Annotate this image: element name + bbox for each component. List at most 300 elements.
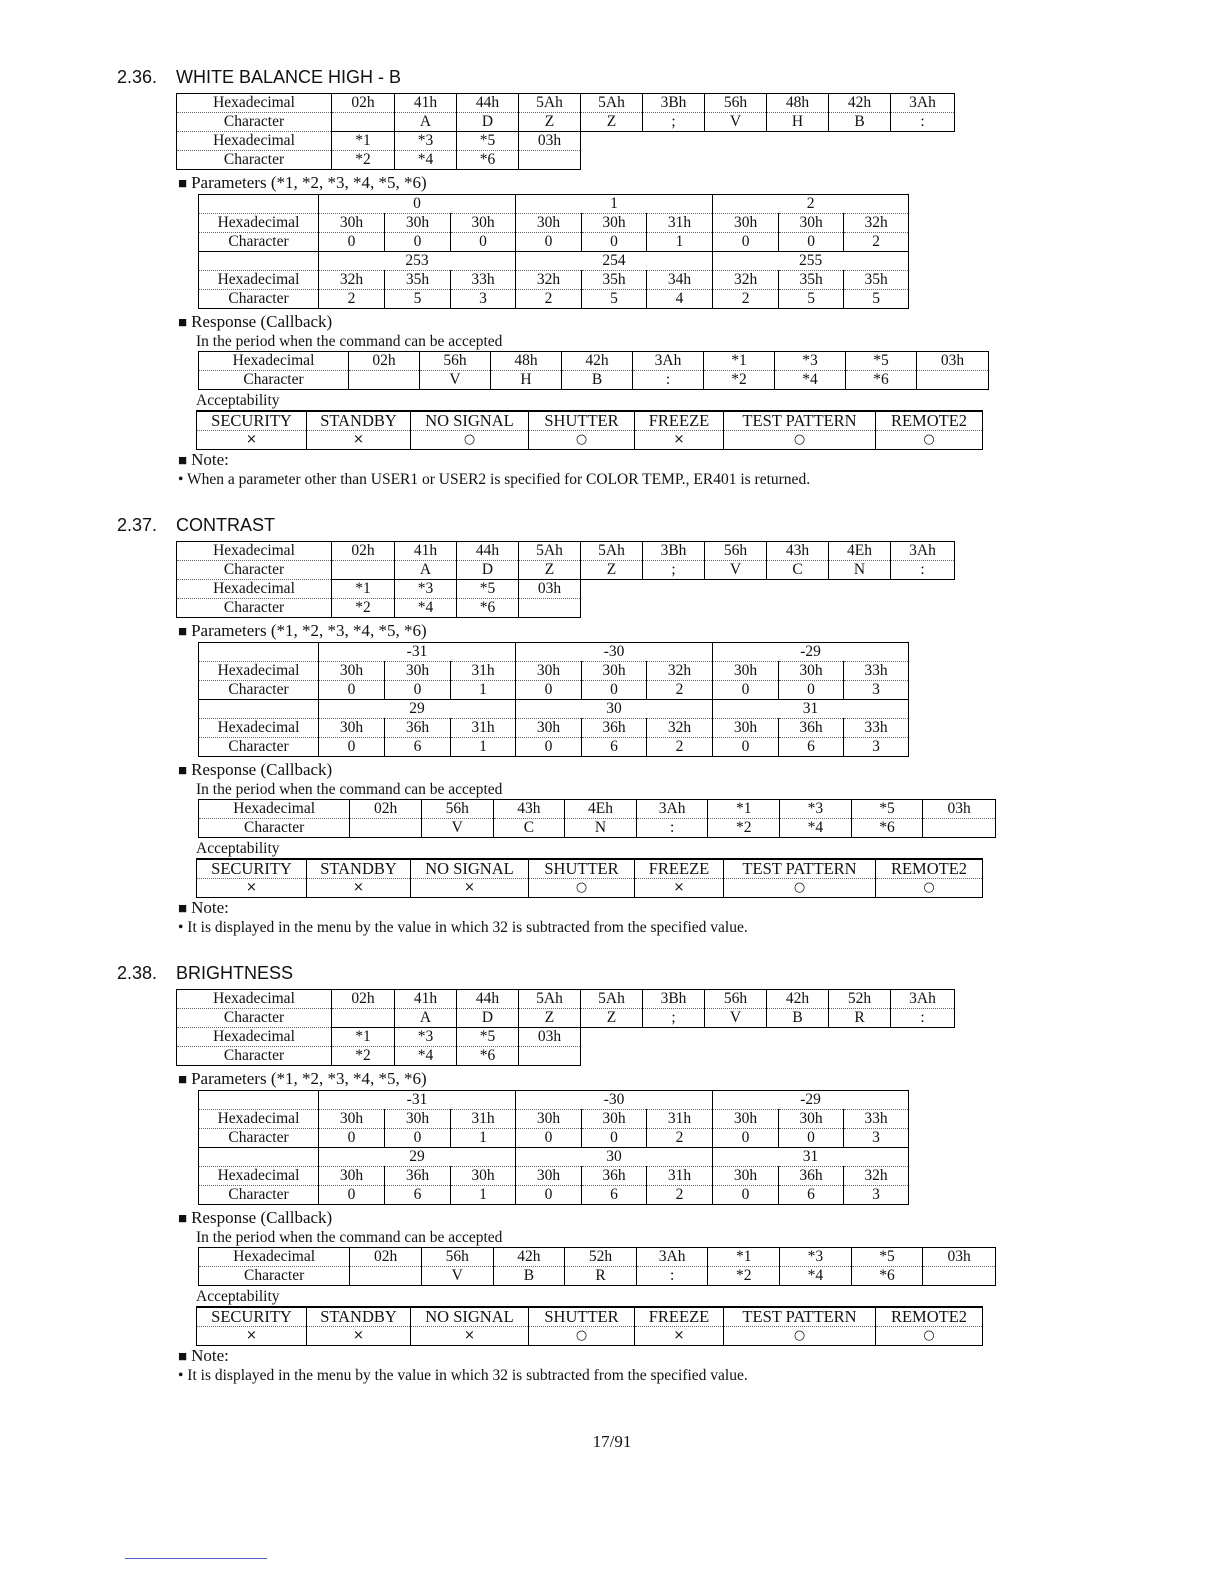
acceptability-header-cell: NO SIGNAL	[411, 411, 529, 431]
row-label: Character	[177, 1009, 332, 1028]
parameter-char-cell: 0	[713, 738, 779, 757]
parameter-char-cell: 0	[319, 738, 385, 757]
command-hex-cell: 02h	[332, 542, 395, 561]
parameter-hex-cell: 33h	[844, 719, 909, 738]
parameter-char-cell: 0	[516, 233, 582, 252]
command-char-cell: Z	[581, 113, 643, 132]
command-hex-cell: 48h	[767, 94, 829, 113]
acceptability-header-cell: SHUTTER	[529, 411, 635, 431]
empty-cell	[829, 580, 891, 599]
command-char-row-2	[177, 151, 955, 170]
response-hex-cell: *5	[851, 800, 923, 819]
parameter-char-cell: 0	[385, 233, 451, 252]
row-label: Character	[177, 1047, 332, 1066]
response-hex-cell: *3	[775, 352, 846, 371]
parameter-char-cell: 2	[647, 1129, 713, 1148]
command-hex-cell: 41h	[395, 542, 457, 561]
command-char-cell: *2	[332, 599, 395, 618]
acceptability-mark: ×	[411, 879, 529, 898]
parameter-char-cell: 0	[516, 738, 582, 757]
response-char-cell: *2	[708, 1267, 780, 1286]
response-hex-row	[199, 1248, 996, 1267]
note-label: Note:	[191, 450, 229, 469]
parameter-value-row	[199, 643, 909, 662]
command-hex-cell: 5Ah	[581, 990, 643, 1009]
row-label: Hexadecimal	[199, 719, 319, 738]
command-table	[176, 541, 955, 618]
acceptability-mark: ×	[197, 879, 307, 898]
parameters-label: Parameters (*1, *2, *3, *4, *5, *6)	[191, 173, 427, 192]
acceptability-mark: ○	[411, 431, 529, 450]
bullet-icon: ■	[178, 315, 188, 331]
response-hex-cell: 42h	[493, 1248, 565, 1267]
parameter-char-cell: 0	[582, 233, 647, 252]
parameter-hex-cell: 36h	[779, 1167, 844, 1186]
command-hex-cell: *1	[332, 1028, 395, 1047]
response-char-cell: B	[562, 371, 633, 390]
parameter-char-cell: 0	[779, 681, 844, 700]
row-label: Hexadecimal	[199, 1248, 350, 1267]
command-char-cell: A	[395, 1009, 457, 1028]
command-hex-cell: 56h	[705, 542, 767, 561]
response-char-cell: R	[565, 1267, 637, 1286]
acceptability-header-cell: STANDBY	[307, 859, 411, 879]
parameter-hex-cell: 36h	[582, 1167, 647, 1186]
parameter-char-cell: 3	[844, 738, 909, 757]
parameter-char-cell: 6	[779, 738, 844, 757]
acceptability-header-cell: NO SIGNAL	[411, 859, 529, 879]
empty-cell	[643, 1047, 705, 1066]
response-hex-cell: 02h	[349, 352, 420, 371]
command-char-cell: Z	[519, 1009, 581, 1028]
empty-cell	[199, 252, 319, 271]
parameter-char-cell: 0	[582, 681, 647, 700]
acceptability-label: Acceptability	[196, 392, 280, 409]
response-hex-cell: 43h	[493, 800, 565, 819]
response-hex-cell: 42h	[562, 352, 633, 371]
command-hex-cell: 42h	[767, 990, 829, 1009]
response-char-cell: V	[421, 819, 493, 838]
empty-cell	[705, 1047, 767, 1066]
bullet-icon: ■	[178, 453, 188, 469]
acceptability-header-cell: REMOTE2	[876, 411, 983, 431]
parameter-hex-cell: 34h	[647, 271, 713, 290]
command-char-cell: C	[767, 561, 829, 580]
response-label: Response (Callback)	[191, 1208, 333, 1227]
empty-cell	[767, 151, 829, 170]
parameter-value-cell: 253	[319, 252, 516, 271]
command-hex-cell: 02h	[332, 990, 395, 1009]
parameter-char-cell: 6	[582, 1186, 647, 1205]
empty-cell	[767, 132, 829, 151]
acceptability-header-cell: SECURITY	[197, 411, 307, 431]
command-hex-cell: *3	[395, 1028, 457, 1047]
response-hex-cell: 02h	[350, 800, 422, 819]
section-title: CONTRAST	[176, 515, 275, 535]
footer-rule	[125, 1558, 267, 1559]
accepted-period-text: In the period when the command can be accepted	[196, 781, 503, 798]
parameter-hex-cell: 32h	[516, 271, 582, 290]
response-hex-cell: 3Ah	[636, 1248, 708, 1267]
command-hex-cell: *5	[457, 1028, 519, 1047]
section-number: 2.38.	[117, 963, 158, 983]
row-label: Hexadecimal	[199, 1110, 319, 1129]
parameter-hex-cell: 30h	[779, 1110, 844, 1129]
parameter-char-cell: 1	[451, 1186, 516, 1205]
acceptability-header-cell: TEST PATTERN	[724, 411, 876, 431]
command-char-cell: *4	[395, 599, 457, 618]
parameter-char-cell: 0	[713, 1129, 779, 1148]
parameter-hex-cell: 30h	[385, 1110, 451, 1129]
parameter-char-cell: 6	[582, 738, 647, 757]
response-char-cell: V	[420, 371, 491, 390]
empty-cell	[829, 132, 891, 151]
command-hex-cell: 03h	[519, 132, 581, 151]
parameter-hex-cell: 32h	[319, 271, 385, 290]
empty-cell	[829, 1047, 891, 1066]
row-label: Hexadecimal	[177, 542, 332, 561]
parameter-value-cell: 30	[516, 700, 713, 719]
empty-cell	[705, 580, 767, 599]
section-heading	[117, 67, 401, 87]
response-hex-cell: 48h	[491, 352, 562, 371]
bullet-icon: ■	[178, 763, 188, 779]
parameter-char-cell: 0	[319, 233, 385, 252]
parameter-hex-cell: 31h	[647, 1167, 713, 1186]
section-title: BRIGHTNESS	[176, 963, 294, 983]
acceptability-mark: ×	[411, 1327, 529, 1346]
command-section	[0, 0, 1224, 488]
acceptability-mark: ×	[635, 1327, 724, 1346]
response-char-row	[199, 371, 989, 390]
acceptability-mark: ○	[529, 1327, 635, 1346]
command-char-cell: :	[891, 113, 955, 132]
section-title: WHITE BALANCE HIGH - B	[176, 67, 402, 87]
acceptability-value-row	[197, 1327, 983, 1346]
response-char-cell: *6	[851, 819, 923, 838]
response-table	[198, 799, 996, 838]
parameter-hex-cell: 30h	[516, 719, 582, 738]
command-hex-row	[177, 542, 955, 561]
note-label: Note:	[191, 1346, 229, 1365]
parameter-char-cell: 0	[319, 681, 385, 700]
command-section	[0, 448, 1224, 936]
response-char-cell: *4	[780, 819, 852, 838]
bullet-icon: ■	[178, 624, 188, 640]
note-text: • It is displayed in the menu by the value in which 32 is subtracted from the specified value.	[178, 919, 748, 936]
empty-cell	[581, 132, 643, 151]
parameters-label: Parameters (*1, *2, *3, *4, *5, *6)	[191, 621, 427, 640]
empty-cell	[891, 1047, 955, 1066]
command-hex-cell: *5	[457, 580, 519, 599]
parameter-char-cell: 0	[713, 233, 779, 252]
command-hex-cell: 03h	[519, 1028, 581, 1047]
response-char-cell	[923, 1267, 996, 1286]
acceptability-mark: ×	[307, 431, 411, 450]
response-char-cell: H	[491, 371, 562, 390]
row-label: Hexadecimal	[177, 132, 332, 151]
parameter-char-cell: 5	[582, 290, 647, 309]
command-char-cell: ;	[643, 1009, 705, 1028]
command-char-row	[177, 561, 955, 580]
parameter-hex-cell: 30h	[319, 662, 385, 681]
parameter-hex-row	[199, 271, 909, 290]
acceptability-mark: ○	[724, 879, 876, 898]
parameter-hex-cell: 30h	[385, 662, 451, 681]
parameter-char-cell: 0	[516, 1186, 582, 1205]
parameter-value-row	[199, 1148, 909, 1167]
empty-cell	[891, 599, 955, 618]
command-hex-row-2	[177, 132, 955, 151]
row-label: Hexadecimal	[199, 271, 319, 290]
row-label: Character	[199, 371, 349, 390]
row-label: Hexadecimal	[199, 662, 319, 681]
command-hex-cell: 5Ah	[581, 94, 643, 113]
empty-cell	[767, 1047, 829, 1066]
command-char-cell: V	[705, 113, 767, 132]
parameter-hex-cell: 32h	[647, 719, 713, 738]
parameter-hex-cell: 31h	[647, 214, 713, 233]
parameters-heading	[178, 1069, 427, 1090]
response-hex-cell: 56h	[420, 352, 491, 371]
response-char-row	[199, 1267, 996, 1286]
command-char-cell: A	[395, 113, 457, 132]
command-hex-row-2	[177, 1028, 955, 1047]
parameter-char-cell: 0	[385, 1129, 451, 1148]
command-hex-cell: 3Bh	[643, 542, 705, 561]
section-heading	[117, 963, 293, 983]
parameter-char-cell: 3	[844, 1129, 909, 1148]
command-char-cell	[332, 1009, 395, 1028]
row-label: Character	[199, 738, 319, 757]
response-label: Response (Callback)	[191, 312, 333, 331]
command-char-cell: D	[457, 561, 519, 580]
parameter-hex-cell: 31h	[451, 662, 516, 681]
parameter-value-cell: 254	[516, 252, 713, 271]
acceptability-mark: ○	[876, 431, 983, 450]
response-char-cell: *2	[704, 371, 775, 390]
parameter-char-row	[199, 681, 909, 700]
acceptability-header-cell: SHUTTER	[529, 859, 635, 879]
parameter-hex-cell: 30h	[713, 719, 779, 738]
response-char-row	[199, 819, 996, 838]
parameter-hex-cell: 35h	[844, 271, 909, 290]
command-char-cell: ;	[643, 561, 705, 580]
bullet-icon: ■	[178, 1349, 188, 1365]
row-label: Character	[199, 1129, 319, 1148]
parameter-value-cell: 2	[713, 195, 909, 214]
parameters-table	[198, 642, 909, 757]
parameter-hex-cell: 30h	[516, 1110, 582, 1129]
command-char-cell: *2	[332, 151, 395, 170]
acceptability-header-cell: FREEZE	[635, 411, 724, 431]
parameter-hex-cell: 30h	[451, 214, 516, 233]
parameter-char-cell: 0	[385, 681, 451, 700]
response-heading	[178, 312, 332, 333]
response-char-cell: *6	[846, 371, 917, 390]
command-char-cell: :	[891, 561, 955, 580]
parameter-value-row	[199, 195, 909, 214]
response-heading	[178, 1208, 332, 1229]
command-hex-cell: *3	[395, 580, 457, 599]
empty-cell	[581, 151, 643, 170]
parameter-char-cell: 1	[451, 681, 516, 700]
response-hex-cell: 02h	[350, 1248, 422, 1267]
empty-cell	[829, 599, 891, 618]
acceptability-mark: ×	[307, 879, 411, 898]
parameter-hex-cell: 30h	[713, 1167, 779, 1186]
response-hex-cell: 4Eh	[565, 800, 637, 819]
acceptability-header-cell: FREEZE	[635, 1307, 724, 1327]
row-label: Character	[177, 113, 332, 132]
parameter-hex-cell: 36h	[779, 719, 844, 738]
parameter-char-row	[199, 233, 909, 252]
row-label: Hexadecimal	[177, 990, 332, 1009]
parameter-hex-row	[199, 662, 909, 681]
empty-cell	[829, 1028, 891, 1047]
parameter-hex-cell: 30h	[713, 1110, 779, 1129]
parameter-char-cell: 1	[451, 738, 516, 757]
row-label: Character	[199, 1186, 319, 1205]
response-char-cell: :	[636, 1267, 708, 1286]
command-table	[176, 989, 955, 1066]
note-heading	[178, 1346, 229, 1367]
parameter-char-cell: 6	[385, 738, 451, 757]
parameter-char-row	[199, 1129, 909, 1148]
response-hex-row	[199, 352, 989, 371]
command-hex-row-2	[177, 580, 955, 599]
acceptability-table	[196, 1306, 983, 1346]
acceptability-header-cell: SECURITY	[197, 859, 307, 879]
response-hex-cell: *1	[708, 1248, 780, 1267]
empty-cell	[891, 151, 955, 170]
parameter-char-cell: 0	[713, 1186, 779, 1205]
parameter-value-row	[199, 1091, 909, 1110]
parameter-value-cell: 30	[516, 1148, 713, 1167]
note-text: • When a parameter other than USER1 or USER2 is specified for COLOR TEMP., ER401 is returned.	[178, 471, 811, 488]
parameter-hex-cell: 35h	[385, 271, 451, 290]
acceptability-header-row	[197, 411, 983, 431]
command-hex-cell: 02h	[332, 94, 395, 113]
response-char-cell: B	[493, 1267, 565, 1286]
response-char-cell: C	[493, 819, 565, 838]
empty-cell	[891, 132, 955, 151]
bullet-icon: ■	[178, 1072, 188, 1088]
command-char-cell	[332, 113, 395, 132]
response-hex-cell: 03h	[923, 800, 996, 819]
response-char-cell	[923, 819, 996, 838]
parameter-char-cell: 0	[319, 1186, 385, 1205]
parameter-hex-cell: 31h	[451, 1110, 516, 1129]
acceptability-header-cell: REMOTE2	[876, 859, 983, 879]
empty-cell	[829, 151, 891, 170]
command-char-row-2	[177, 599, 955, 618]
parameter-hex-cell: 35h	[779, 271, 844, 290]
parameter-char-cell: 2	[319, 290, 385, 309]
parameter-hex-cell: 36h	[385, 1167, 451, 1186]
acceptability-mark: ○	[529, 431, 635, 450]
parameters-table	[198, 194, 909, 309]
parameter-char-cell: 5	[779, 290, 844, 309]
command-hex-cell: 41h	[395, 990, 457, 1009]
command-char-cell: Z	[581, 1009, 643, 1028]
command-hex-cell: 3Bh	[643, 94, 705, 113]
response-char-cell: N	[565, 819, 637, 838]
parameter-value-cell: 255	[713, 252, 909, 271]
command-hex-cell: *3	[395, 132, 457, 151]
command-char-cell: *6	[457, 1047, 519, 1066]
response-char-cell: :	[636, 819, 708, 838]
row-label: Hexadecimal	[199, 214, 319, 233]
row-label: Character	[199, 681, 319, 700]
acceptability-mark: ○	[724, 431, 876, 450]
empty-cell	[705, 151, 767, 170]
parameter-char-cell: 3	[844, 681, 909, 700]
acceptability-mark: ○	[724, 1327, 876, 1346]
acceptability-mark: ○	[876, 879, 983, 898]
parameter-hex-cell: 30h	[451, 1167, 516, 1186]
response-hex-cell: *5	[851, 1248, 923, 1267]
command-char-cell: A	[395, 561, 457, 580]
parameter-hex-cell: 35h	[582, 271, 647, 290]
acceptability-table	[196, 858, 983, 898]
parameter-char-cell: 3	[451, 290, 516, 309]
response-hex-cell: *1	[708, 800, 780, 819]
parameter-char-cell: 2	[647, 1186, 713, 1205]
empty-cell	[891, 580, 955, 599]
acceptability-mark: ○	[876, 1327, 983, 1346]
empty-cell	[581, 1028, 643, 1047]
parameter-char-cell: 1	[451, 1129, 516, 1148]
command-char-cell: *4	[395, 151, 457, 170]
command-char-cell: V	[705, 1009, 767, 1028]
response-hex-cell: *5	[846, 352, 917, 371]
parameter-hex-cell: 30h	[713, 662, 779, 681]
acceptability-header-cell: SHUTTER	[529, 1307, 635, 1327]
command-char-cell: ;	[643, 113, 705, 132]
response-hex-cell: *3	[780, 800, 852, 819]
response-hex-cell: 56h	[421, 1248, 493, 1267]
parameter-char-cell: 2	[647, 738, 713, 757]
empty-cell	[767, 580, 829, 599]
response-hex-cell: *1	[704, 352, 775, 371]
response-hex-cell: 52h	[565, 1248, 637, 1267]
row-label: Character	[177, 599, 332, 618]
row-label: Character	[199, 819, 350, 838]
empty-cell	[643, 580, 705, 599]
parameter-char-cell: 6	[385, 1186, 451, 1205]
row-label: Hexadecimal	[199, 800, 350, 819]
parameter-hex-cell: 30h	[516, 662, 582, 681]
command-hex-cell: 42h	[829, 94, 891, 113]
page-number: 17/91	[592, 1432, 632, 1451]
empty-cell	[199, 1091, 319, 1110]
command-char-cell: H	[767, 113, 829, 132]
parameter-value-row	[199, 252, 909, 271]
parameter-value-cell: 1	[516, 195, 713, 214]
parameter-value-cell: -31	[319, 643, 516, 662]
acceptability-mark: ○	[529, 879, 635, 898]
response-hex-cell: 03h	[917, 352, 989, 371]
command-hex-cell: 3Ah	[891, 94, 955, 113]
command-hex-cell: 3Ah	[891, 542, 955, 561]
response-char-cell: V	[421, 1267, 493, 1286]
parameter-hex-cell: 30h	[582, 1110, 647, 1129]
command-hex-cell: 41h	[395, 94, 457, 113]
command-char-cell: N	[829, 561, 891, 580]
parameter-hex-cell: 30h	[516, 1167, 582, 1186]
response-char-cell: *2	[708, 819, 780, 838]
